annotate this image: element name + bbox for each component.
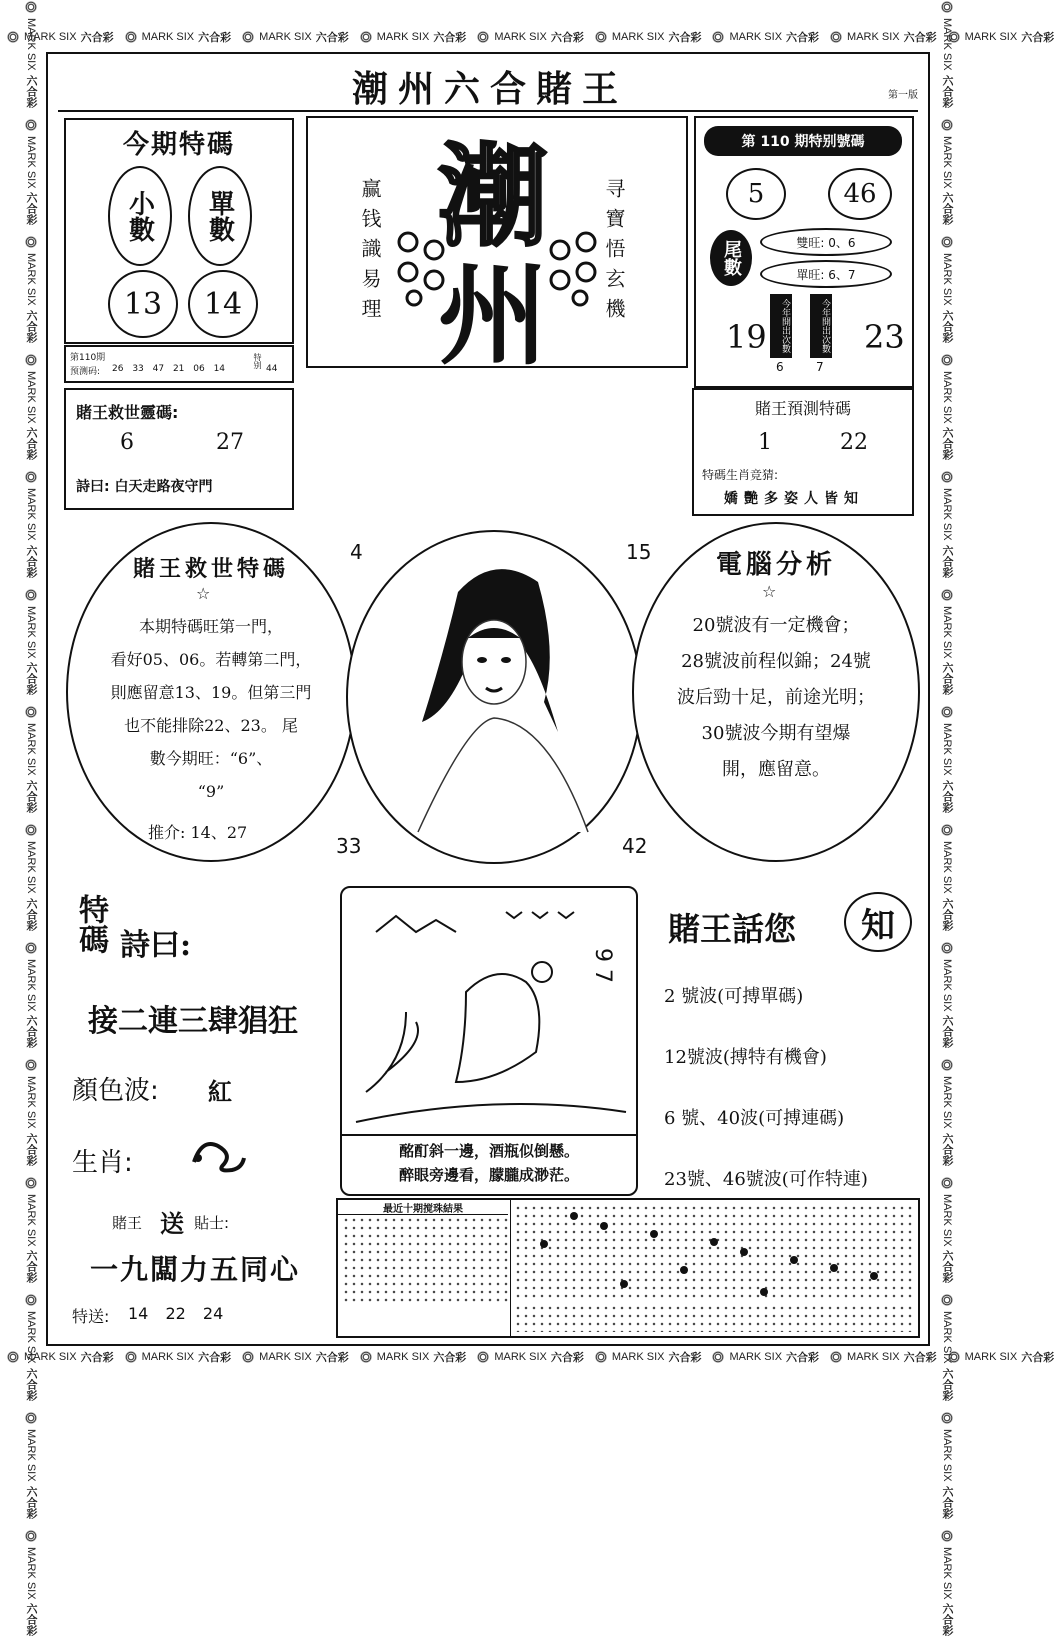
rescue-code-poem: 詩曰: 白天走路夜守門 bbox=[76, 479, 213, 495]
corner-num-tl: 4 bbox=[350, 540, 363, 564]
border-brand bbox=[23, 823, 39, 931]
king-says-line: 23號、46號波(可作特連) bbox=[664, 1169, 868, 1190]
border-brand-en: MARK SIX bbox=[259, 31, 312, 43]
border-brand-en: MARK SIX bbox=[729, 31, 783, 43]
border-brand-cn: 六合彩 bbox=[25, 309, 37, 343]
issue110-right-num: 23 bbox=[864, 318, 905, 356]
flower-icon bbox=[940, 118, 954, 132]
border-bottom bbox=[0, 1344, 1054, 1370]
poem-text: 接二連三肆猖狂 bbox=[88, 1004, 298, 1039]
corner-num-bl: 33 bbox=[336, 834, 362, 858]
border-brand-cn: 六合彩 bbox=[941, 309, 953, 343]
border-brand bbox=[23, 588, 39, 696]
border-brand-en: MARK SIX bbox=[25, 18, 37, 71]
king-says-know: 知 bbox=[844, 892, 912, 952]
issue110-num-a: 5 bbox=[726, 168, 786, 220]
border-brand bbox=[939, 353, 955, 461]
count-col-1: 今年開出次數 bbox=[770, 294, 792, 358]
rescue-special-title: 賭王救世特碼 bbox=[132, 556, 289, 582]
border-brand-en: MARK SIX bbox=[259, 1351, 312, 1363]
predict-row bbox=[64, 345, 294, 383]
flower-icon bbox=[940, 1411, 954, 1425]
computer-analysis-line: 波后勁十足，前途光明； bbox=[677, 687, 875, 708]
flower-icon bbox=[829, 30, 843, 44]
border-brand bbox=[939, 235, 955, 343]
left-poem: 赢钱識易理 bbox=[358, 178, 382, 328]
border-brand bbox=[939, 705, 955, 813]
predict-numbers: 26 33 47 21 06 14 bbox=[112, 364, 226, 374]
border-brand bbox=[594, 1349, 702, 1365]
star-icon: ☆ bbox=[196, 584, 211, 603]
flower-icon bbox=[476, 30, 490, 44]
corner-num-tr: 15 bbox=[626, 540, 652, 564]
tail-label: 尾數 bbox=[710, 230, 752, 286]
border-brand-cn: 六合彩 bbox=[25, 897, 37, 931]
border-brand bbox=[23, 1176, 39, 1284]
king-says-title: 賭王話您 bbox=[668, 910, 797, 948]
border-brand-en: MARK SIX bbox=[24, 1351, 77, 1363]
count-2: 7 bbox=[816, 360, 824, 374]
border-brand-cn: 六合彩 bbox=[941, 1485, 953, 1519]
computer-analysis-title: 電腦分析 bbox=[715, 550, 836, 580]
border-brand bbox=[939, 1529, 955, 1636]
flower-icon bbox=[940, 1176, 954, 1190]
border-brand-en: MARK SIX bbox=[941, 1076, 953, 1129]
rescue-special-line: 數今期旺：“6”、 bbox=[149, 749, 273, 768]
border-brand-cn: 六合彩 bbox=[941, 74, 953, 108]
border-brand bbox=[23, 941, 39, 1049]
rescue-special-line: 則應留意13、19。但第三門 bbox=[110, 683, 312, 702]
border-brand-cn: 六合彩 bbox=[550, 1352, 584, 1364]
border-brand-cn: 六合彩 bbox=[941, 1603, 953, 1636]
border-brand-cn: 六合彩 bbox=[25, 1603, 37, 1636]
border-brand-en: MARK SIX bbox=[141, 31, 195, 43]
border-brand bbox=[23, 235, 39, 343]
border-brand-cn: 六合彩 bbox=[941, 1367, 953, 1401]
rescue-special-recommend: 推介: 14、27 bbox=[148, 823, 248, 842]
zodiac-guess-label: 特碼生肖竞猜: bbox=[702, 468, 779, 482]
border-brand bbox=[23, 1058, 39, 1166]
border-brand bbox=[939, 941, 955, 1049]
border-brand-cn: 六合彩 bbox=[315, 32, 349, 44]
border-brand bbox=[939, 0, 955, 108]
computer-analysis-line: 28號波前程似錦；24號 bbox=[681, 651, 871, 672]
issue110-num-b: 46 bbox=[828, 168, 892, 220]
predict-special-n1: 1 bbox=[758, 430, 772, 455]
illustration-caption-2: 醉眼旁邊看，朦朧成渺茫。 bbox=[398, 1166, 579, 1184]
border-brand-cn: 六合彩 bbox=[25, 1250, 37, 1284]
border-brand-cn: 六合彩 bbox=[80, 32, 114, 44]
predict-special-label: 特别 bbox=[253, 353, 262, 369]
scholar-illustration bbox=[346, 892, 630, 1132]
results-divider bbox=[510, 1200, 511, 1336]
border-brand bbox=[476, 1349, 584, 1365]
odd-number-label: 單數 bbox=[188, 166, 252, 266]
border-brand-cn: 六合彩 bbox=[433, 1352, 467, 1364]
border-brand-en: MARK SIX bbox=[25, 841, 37, 894]
border-brand-cn: 六合彩 bbox=[315, 1352, 349, 1364]
border-brand-en: MARK SIX bbox=[847, 31, 900, 43]
illustration-divider bbox=[342, 1134, 636, 1136]
border-brand-en: MARK SIX bbox=[25, 1311, 37, 1364]
border-brand-en: MARK SIX bbox=[25, 1428, 37, 1482]
border-brand bbox=[23, 118, 39, 226]
border-brand-en: MARK SIX bbox=[25, 1076, 37, 1129]
border-brand-cn: 六合彩 bbox=[1021, 32, 1054, 44]
border-brand-en: MARK SIX bbox=[941, 253, 953, 306]
flower-icon bbox=[24, 1293, 38, 1307]
tips-send-nums: 14 22 24 bbox=[128, 1304, 224, 1323]
king-says-line: 2 號波(可搏單碼) bbox=[664, 986, 804, 1007]
border-brand-cn: 六合彩 bbox=[941, 897, 953, 931]
border-brand bbox=[124, 1349, 232, 1365]
flower-icon bbox=[24, 118, 38, 132]
flower-icon bbox=[24, 1529, 38, 1543]
rescue-code-box bbox=[64, 388, 294, 510]
border-brand-en: MARK SIX bbox=[25, 488, 37, 541]
border-brand-en: MARK SIX bbox=[25, 605, 37, 659]
rescue-special-text bbox=[78, 610, 344, 808]
rescue-special-line: 本期特碼旺第一門， bbox=[138, 617, 283, 636]
border-brand-cn: 六合彩 bbox=[668, 32, 702, 44]
flower-icon bbox=[24, 823, 38, 837]
border-brand-en: MARK SIX bbox=[494, 31, 547, 43]
border-left bbox=[18, 0, 44, 1636]
border-brand bbox=[23, 470, 39, 578]
king-says-line: 6 號、40波(可搏連碼) bbox=[664, 1108, 845, 1129]
predict-special-title: 賭王預測特碼 bbox=[754, 399, 851, 418]
today-special-box bbox=[64, 118, 294, 344]
flower-icon bbox=[24, 470, 38, 484]
color-wave-label: 顏色波: bbox=[72, 1076, 159, 1106]
flower-icon bbox=[24, 0, 38, 14]
flower-icon bbox=[241, 1350, 255, 1364]
border-top bbox=[0, 24, 1054, 50]
special-number-1: 13 bbox=[108, 270, 178, 338]
dragon-icon bbox=[188, 1132, 248, 1176]
border-brand-en: MARK SIX bbox=[611, 1351, 665, 1363]
issue110-box bbox=[694, 116, 914, 388]
rescue-code-n2: 27 bbox=[216, 430, 244, 455]
flower-icon bbox=[940, 0, 954, 14]
star-icon: ☆ bbox=[762, 582, 777, 601]
flower-icon bbox=[24, 1176, 38, 1190]
rescue-special-oval bbox=[66, 522, 356, 862]
border-brand bbox=[711, 1349, 819, 1365]
flower-icon bbox=[829, 1350, 843, 1364]
flower-icon bbox=[594, 1350, 608, 1364]
border-brand-cn: 六合彩 bbox=[941, 1250, 953, 1284]
special-number-2: 14 bbox=[188, 270, 258, 338]
border-brand bbox=[939, 823, 955, 931]
border-brand-cn: 六合彩 bbox=[550, 32, 584, 44]
flower-icon bbox=[24, 1411, 38, 1425]
tips-section bbox=[62, 1200, 324, 1336]
border-brand-cn: 六合彩 bbox=[25, 1015, 37, 1049]
border-brand-cn: 六合彩 bbox=[25, 427, 37, 461]
border-brand-en: MARK SIX bbox=[25, 1193, 37, 1247]
border-brand-cn: 六合彩 bbox=[941, 1132, 953, 1166]
border-brand-en: MARK SIX bbox=[964, 31, 1018, 43]
page-title: 潮州六合賭王 bbox=[351, 67, 628, 110]
single-prosper: 單旺: 6、7 bbox=[760, 260, 892, 288]
predict-period: 第110期 bbox=[70, 353, 106, 363]
border-brand-cn: 六合彩 bbox=[941, 192, 953, 226]
border-brand-cn: 六合彩 bbox=[25, 1132, 37, 1166]
border-brand-cn: 六合彩 bbox=[80, 1352, 114, 1364]
corner-num-br: 42 bbox=[622, 834, 648, 858]
border-brand-en: MARK SIX bbox=[141, 1351, 195, 1363]
border-brand-cn: 六合彩 bbox=[786, 32, 820, 44]
predict-special-box bbox=[692, 388, 914, 516]
results-title: 最近十期搅珠結果 bbox=[338, 1200, 508, 1215]
flower-icon bbox=[124, 1350, 138, 1364]
border-brand-cn: 六合彩 bbox=[25, 544, 37, 578]
flower-icon bbox=[24, 353, 38, 367]
border-brand bbox=[23, 1293, 39, 1401]
border-brand-cn: 六合彩 bbox=[941, 544, 953, 578]
results-left-grid bbox=[342, 1216, 508, 1302]
poem-special-label: 特碼 bbox=[73, 894, 108, 954]
border-brand-en: MARK SIX bbox=[729, 1351, 783, 1363]
border-brand-en: MARK SIX bbox=[941, 1193, 953, 1247]
border-brand-en: MARK SIX bbox=[941, 841, 953, 894]
color-wave-value: 紅 bbox=[208, 1077, 232, 1106]
king-says-list bbox=[664, 966, 914, 1210]
border-brand-en: MARK SIX bbox=[941, 370, 953, 424]
border-brand-cn: 六合彩 bbox=[25, 662, 37, 696]
border-brand-en: MARK SIX bbox=[25, 135, 37, 189]
border-brand-cn: 六合彩 bbox=[668, 1352, 702, 1364]
border-brand-cn: 六合彩 bbox=[941, 662, 953, 696]
flower-icon bbox=[940, 235, 954, 249]
portrait-oval bbox=[346, 530, 642, 864]
tips-send-label: 特送: bbox=[72, 1307, 110, 1326]
results-table bbox=[336, 1198, 920, 1338]
flower-icon bbox=[359, 1350, 373, 1364]
border-brand-en: MARK SIX bbox=[25, 958, 37, 1012]
border-brand-cn: 六合彩 bbox=[433, 32, 467, 44]
border-brand bbox=[23, 1529, 39, 1636]
predict-special-n2: 22 bbox=[840, 430, 868, 455]
border-brand bbox=[939, 118, 955, 226]
computer-analysis-text bbox=[640, 608, 912, 788]
flower-icon bbox=[940, 470, 954, 484]
flower-icon bbox=[711, 30, 725, 44]
results-bottom-grid bbox=[514, 1304, 914, 1332]
border-brand bbox=[947, 29, 1054, 45]
flower-icon bbox=[24, 1058, 38, 1072]
border-brand-cn: 六合彩 bbox=[941, 427, 953, 461]
tips-slogan: 一九闆力五同心 bbox=[90, 1253, 301, 1286]
illustration-box bbox=[340, 886, 638, 1196]
small-number-label: 小數 bbox=[108, 166, 172, 266]
border-brand-en: MARK SIX bbox=[25, 1546, 37, 1600]
border-brand-en: MARK SIX bbox=[24, 31, 77, 43]
border-brand-cn: 六合彩 bbox=[786, 1352, 820, 1364]
flower-icon bbox=[124, 30, 138, 44]
border-brand-en: MARK SIX bbox=[376, 31, 430, 43]
flower-icon bbox=[940, 1058, 954, 1072]
computer-analysis-line: 20號波有一定機會； bbox=[692, 615, 860, 636]
border-brand bbox=[939, 470, 955, 578]
border-brand-en: MARK SIX bbox=[941, 488, 953, 541]
flower-icon bbox=[940, 823, 954, 837]
flower-icon bbox=[241, 30, 255, 44]
border-brand-en: MARK SIX bbox=[941, 1311, 953, 1364]
flower-icon bbox=[24, 941, 38, 955]
border-brand bbox=[829, 29, 937, 45]
predict-label: 预测码: bbox=[70, 367, 101, 377]
rescue-special-line: 也不能排除22、23。 尾 bbox=[124, 716, 298, 735]
border-brand-cn: 六合彩 bbox=[25, 780, 37, 814]
tips-title-big: 送 bbox=[160, 1209, 184, 1238]
border-brand-cn: 六合彩 bbox=[198, 32, 232, 44]
border-brand bbox=[241, 1349, 349, 1365]
border-brand-en: MARK SIX bbox=[494, 1351, 547, 1363]
flower-icon bbox=[24, 235, 38, 249]
flower-icon bbox=[359, 30, 373, 44]
border-brand bbox=[23, 1411, 39, 1519]
border-brand bbox=[939, 588, 955, 696]
coin-cluster-left-icon bbox=[394, 228, 454, 308]
tips-title-tail: 貼士: bbox=[194, 1214, 230, 1232]
king-says-line: 12號波(搏特有機會) bbox=[664, 1047, 827, 1068]
border-brand bbox=[23, 353, 39, 461]
results-dots bbox=[514, 1204, 914, 1300]
flower-icon bbox=[940, 1529, 954, 1543]
double-prosper: 雙旺: 0、6 bbox=[760, 228, 892, 256]
flower-icon bbox=[940, 941, 954, 955]
flower-icon bbox=[594, 30, 608, 44]
border-brand-en: MARK SIX bbox=[941, 135, 953, 189]
flower-icon bbox=[940, 353, 954, 367]
border-brand bbox=[241, 29, 349, 45]
border-brand bbox=[359, 1349, 467, 1365]
border-brand bbox=[711, 29, 819, 45]
computer-analysis-line: 開，應留意。 bbox=[722, 759, 830, 780]
computer-analysis-oval bbox=[632, 522, 920, 862]
border-brand-en: MARK SIX bbox=[941, 723, 953, 777]
portrait-image bbox=[348, 532, 640, 862]
border-brand bbox=[939, 1411, 955, 1519]
computer-analysis-line: 30號波今期有望爆 bbox=[701, 723, 851, 744]
border-brand bbox=[947, 1349, 1054, 1365]
poem-section bbox=[58, 884, 328, 1196]
border-brand-cn: 六合彩 bbox=[903, 32, 937, 44]
issue110-title: 第 110 期特别號碼 bbox=[704, 126, 902, 156]
border-brand bbox=[23, 0, 39, 108]
border-brand-en: MARK SIX bbox=[941, 1428, 953, 1482]
logo-char-bottom: 州 bbox=[438, 251, 548, 380]
border-brand-en: MARK SIX bbox=[941, 958, 953, 1012]
border-brand-en: MARK SIX bbox=[25, 370, 37, 424]
rescue-code-title: 賭王救世靈碼: bbox=[76, 403, 179, 422]
zodiac-label: 生肖: bbox=[72, 1148, 133, 1178]
border-brand-en: MARK SIX bbox=[25, 253, 37, 306]
border-brand-en: MARK SIX bbox=[941, 18, 953, 71]
flower-icon bbox=[940, 705, 954, 719]
flower-icon bbox=[940, 588, 954, 602]
border-brand-cn: 六合彩 bbox=[1021, 1352, 1054, 1364]
border-brand-en: MARK SIX bbox=[376, 1351, 430, 1363]
border-brand-cn: 六合彩 bbox=[941, 1015, 953, 1049]
poem-label: 詩曰: bbox=[120, 928, 192, 963]
count-col-2: 今年開出次數 bbox=[810, 294, 832, 358]
rescue-special-line: “9” bbox=[197, 782, 225, 801]
border-brand bbox=[23, 705, 39, 813]
border-brand-cn: 六合彩 bbox=[25, 1367, 37, 1401]
center-logo-box bbox=[306, 116, 688, 380]
border-brand-en: MARK SIX bbox=[941, 1546, 953, 1600]
predict-special-num: 44 bbox=[266, 364, 278, 374]
border-brand-cn: 六合彩 bbox=[25, 192, 37, 226]
border-brand bbox=[594, 29, 702, 45]
border-brand-cn: 六合彩 bbox=[198, 1352, 232, 1364]
border-brand-en: MARK SIX bbox=[25, 723, 37, 777]
issue110-left-num: 19 bbox=[726, 318, 767, 356]
logo-char-top: 潮 bbox=[438, 132, 548, 261]
edition-label: 第一版 bbox=[888, 90, 918, 101]
border-brand-cn: 六合彩 bbox=[941, 780, 953, 814]
border-brand-en: MARK SIX bbox=[847, 1351, 900, 1363]
king-says-section bbox=[648, 886, 916, 1190]
flower-icon bbox=[476, 1350, 490, 1364]
border-brand bbox=[124, 29, 232, 45]
today-special-title: 今期特碼 bbox=[122, 129, 235, 160]
border-brand bbox=[939, 1293, 955, 1401]
count-1: 6 bbox=[776, 360, 784, 374]
border-brand bbox=[359, 29, 467, 45]
flower-icon bbox=[940, 1293, 954, 1307]
flower-icon bbox=[24, 588, 38, 602]
border-brand-cn: 六合彩 bbox=[25, 74, 37, 108]
coin-cluster-right-icon bbox=[540, 228, 600, 308]
zodiac-guess-text: 嬌艷多姿人皆知 bbox=[724, 491, 864, 507]
border-brand bbox=[939, 1058, 955, 1166]
flower-icon bbox=[711, 1350, 725, 1364]
illustration-digits: 9 7 bbox=[590, 948, 615, 983]
border-brand-cn: 六合彩 bbox=[903, 1352, 937, 1364]
border-brand-en: MARK SIX bbox=[611, 31, 665, 43]
flower-icon bbox=[24, 705, 38, 719]
border-brand-en: MARK SIX bbox=[964, 1351, 1018, 1363]
border-brand-cn: 六合彩 bbox=[25, 1485, 37, 1519]
rescue-special-line: 看好05、06。若轉第二門， bbox=[110, 650, 312, 669]
border-right bbox=[934, 0, 960, 1636]
border-brand-en: MARK SIX bbox=[941, 605, 953, 659]
rescue-code-n1: 6 bbox=[120, 430, 134, 455]
border-brand bbox=[829, 1349, 937, 1365]
tips-title: 賭王 bbox=[112, 1214, 143, 1232]
border-brand bbox=[476, 29, 584, 45]
border-brand bbox=[939, 1176, 955, 1284]
illustration-caption-1: 酩酊斜一邊，酒瓶似倒懸。 bbox=[398, 1142, 579, 1160]
right-poem: 寻寶悟玄機 bbox=[602, 178, 626, 328]
